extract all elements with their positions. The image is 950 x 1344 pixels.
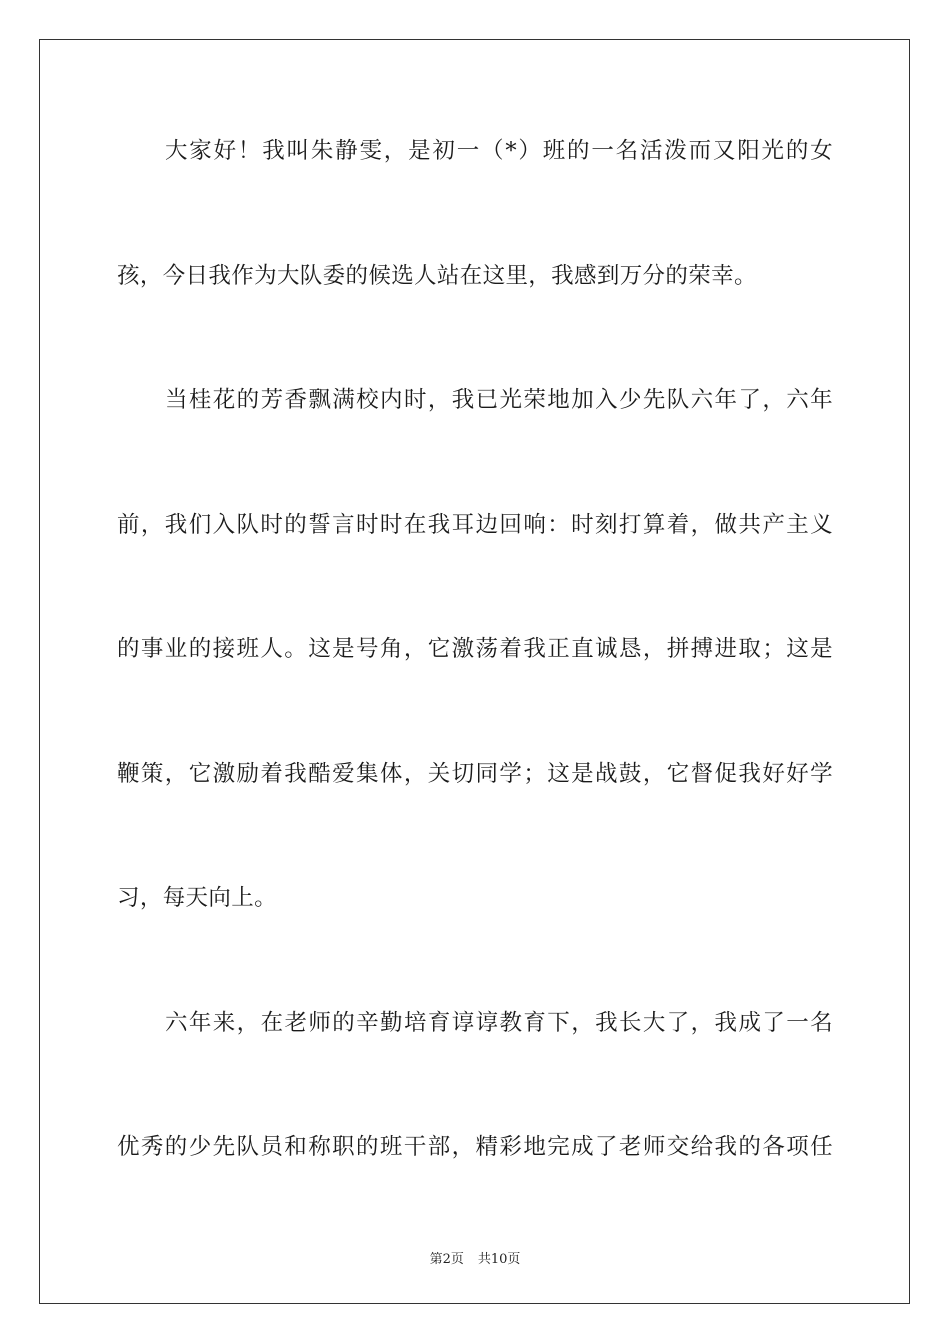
- page-total: 共10页: [477, 1252, 521, 1267]
- text-line: 的事业的接班人。这是号角，它激荡着我正直诚恳，拼搏进取；这是: [117, 636, 833, 662]
- text-line: 鞭策，它激励着我酷爱集体，关切同学；这是战鼓，它督促我好好学: [117, 761, 833, 787]
- text-line: 优秀的少先队员和称职的班干部，精彩地完成了老师交给我的各项任: [117, 1134, 833, 1160]
- page-number: 第2页: [429, 1252, 464, 1267]
- page-footer: [0, 1248, 950, 1267]
- text-line: 前，我们入队时的誓言时时在我耳边回响：时刻打算着，做共产主义: [117, 512, 833, 538]
- text-line: 习，每天向上。: [117, 885, 277, 911]
- text-line: 当桂花的芳香飘满校内时，我已光荣地加入少先队六年了，六年: [165, 387, 833, 413]
- page-border: [39, 39, 910, 1304]
- text-line: 六年来，在老师的辛勤培育谆谆教育下，我长大了，我成了一名: [165, 1010, 833, 1036]
- text-line: 大家好！我叫朱静雯，是初一（*）班的一名活泼而又阳光的女: [165, 138, 833, 164]
- text-line: 孩，今日我作为大队委的候选人站在这里，我感到万分的荣幸。: [117, 263, 757, 289]
